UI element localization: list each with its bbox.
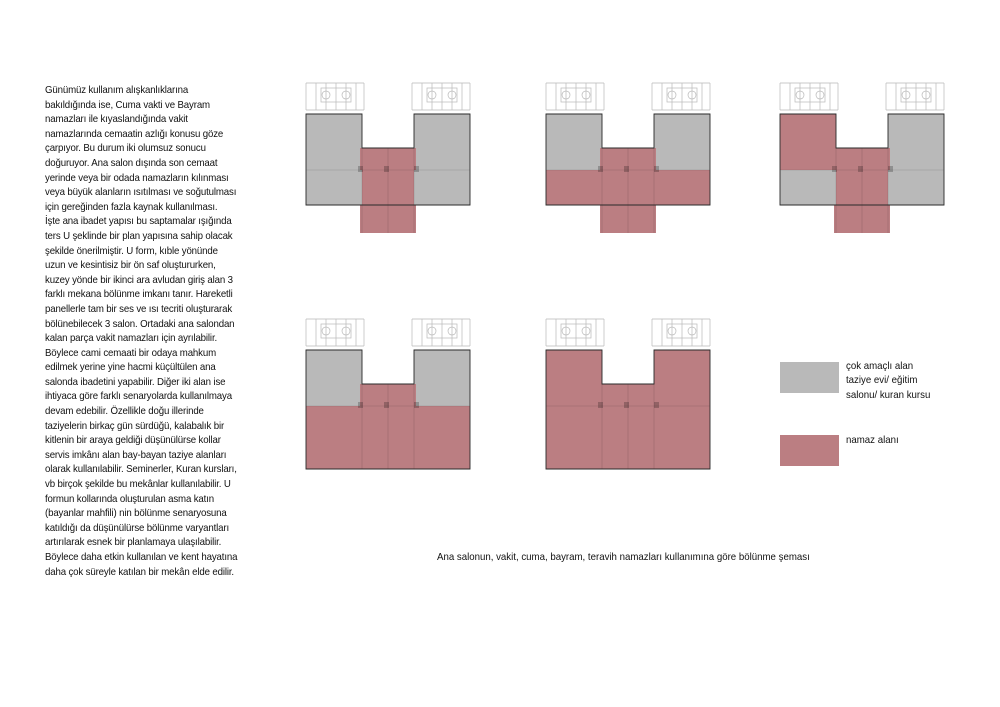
plan-drawing: [546, 316, 710, 476]
left-wing-area: [306, 350, 362, 406]
left-wing-area: [546, 350, 602, 406]
description-text: Günümüz kullanım alışkanlıklarına bakıldığında ise, Cuma vakti ve Bayram namazları ile kıyaslandığında vakit namazlarında cemaatin azlığı konusu göze çarpıyor. Bu durum iki olumsuz sonucu doğuruyor. Ana salon dışında son cemaat yerinde veya bir odada namazların kılınması veya büyük alanların ısıtılması ve soğutulması için gereğinden fazla kaynak kullanılması. İşte ana ibadet yapısı bu saptamalar ışığında ters U şeklinde bir plan yapısına sahip olacak şekilde önerilmiştir. U form, kıble yönünde uzun ve kesintisiz bir ön saf oluştururken, kuzey yönde bir ikinci ara avludan giriş alan 3 farklı mekana bölünme imkanı tanır. Hareketli panellerle tam bir ses ve ısı tecriti oluşturarak bölünebilecek 3 salon. Ortadaki ana salondan kalan parça vakit namazları için ayrılabilir. Böylece cami cemaati bir odaya mahkum edilmek yerine yine hacmi küçültülen ana salonda ibadetini yapabilir. Diğer iki alan ise ihtiyaca göre farklı senaryolarda kullanılmaya devam edebilir. Özellikle doğu illerinde taziyelerin birkaç gün sürdüğü, kalabalık bir kitlenin bir araya geldiği düşünülürse kollar servis imkânı alan bay-bayan taziye alanları olarak kullanılabilir. Seminerler, Kuran kursları, vb birçok şekilde bu mekânlar kullanılabilir. U formun kollarında oluşturulan asma katın (bayanlar mahfili) nin bölünme senaryosuna katıldığı da düşünülürse bölünme varyantları artırılarak esnek bir planlamaya ulaşılabilir. Böylece daha etkin kullanılan ve kent hayatına daha çok süreyle katılan bir mekân elde edilir.: [45, 85, 238, 578]
band-right-area: [888, 170, 944, 205]
plan-drawing: [306, 316, 470, 476]
right-wing-area: [414, 350, 470, 406]
legend-label-prayer: namaz alanı: [846, 435, 899, 446]
entrance-sketch: [306, 83, 470, 110]
plan-drawing: [306, 80, 470, 240]
band-right-area: [414, 170, 470, 205]
diagram-caption: Ana salonun, vakit, cuma, bayram, teravih namazları kullanımına göre bölünme şeması: [437, 552, 810, 563]
right-wing-area: [654, 350, 710, 406]
band-left-area: [306, 170, 362, 205]
plan-drawing: [780, 80, 944, 240]
entrance-sketch: [780, 83, 944, 110]
entrance-sketch: [306, 319, 470, 346]
plan-scenario-3: [780, 80, 944, 240]
band-left-area: [546, 170, 602, 205]
entrance-sketch: [546, 319, 710, 346]
band-right-area: [654, 170, 710, 205]
plan-scenario-5: [546, 316, 710, 476]
plan-scenario-2: [546, 80, 710, 240]
legend-label-multipurpose: çok amaçlı alan taziye evi/ eğitim salonu/ kuran kursu: [846, 361, 931, 401]
plan-drawing: [546, 80, 710, 240]
entrance-sketch: [546, 83, 710, 110]
band-left-area: [780, 170, 836, 205]
legend-swatch-prayer: [780, 435, 839, 466]
plan-scenario-4: [306, 316, 470, 476]
legend-swatch-multipurpose: [780, 362, 839, 393]
plan-scenario-1: [306, 80, 470, 240]
